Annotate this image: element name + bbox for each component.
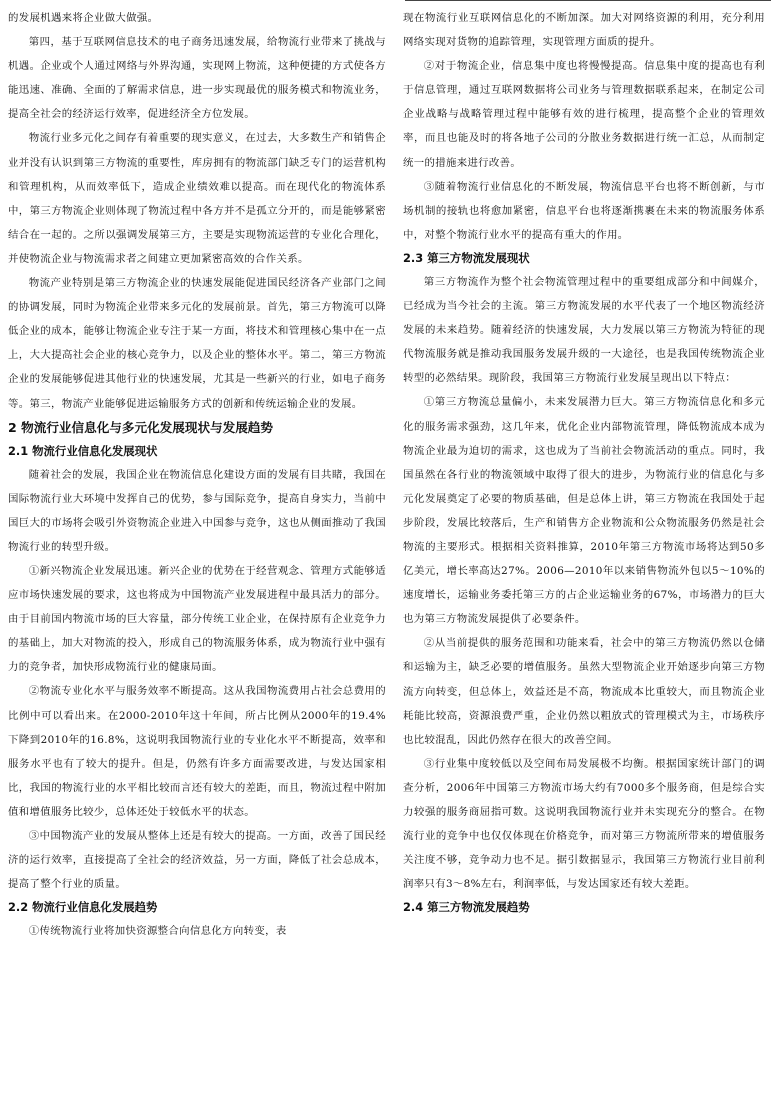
paragraph: 随着社会的发展，我国企业在物流信息化建设方面的发展有目共睹，我国在国际物流行业大环境中发挥自己的优势，参与国际竞争，提高自身实力，当前中国巨大的市场将会吸引外资物流企业进入中国参与竞争，这也从侧面推动了我国物流行业的转型升级。 <box>8 468 386 553</box>
paragraph: ①传统物流行业将加快资源整合向信息化方向转变，表 <box>28 925 287 938</box>
paragraph: ①新兴物流企业发展迅速。新兴企业的优势在于经营观念、管理方式能够适应市场快速发展的要求，这也将成为中国物流产业发展进程中最具活力的部分。由于目前国内物流市场的巨大容量，部分传统工业企业，在保持原有企业竞争力的基础上，加大对物流的投入，形成自己的物流服务体系，成为物流行业中强有力的竞争者，加快形成物流行业的健康局面。 <box>8 564 386 674</box>
paragraph: ③中国物流产业的发展从整体上还是有较大的提高。一方面，改善了国民经济的运行效率，直接提高了全社会的经济效益，另一方面，降低了社会总成本，提高了整个行业的质量。 <box>8 830 386 891</box>
paragraph: 第三方物流作为整个社会物流管理过程中的重要组成部分和中间媒介，已经成为当今社会的主流。第三方物流发展的水平代表了一个地区物流经济发展的未来趋势。随着经济的快速发展，大力发展以第三方物流为特征的现代物流服务就是推动我国服务发展升级的一大途径，也是我国传统物流企业转型的必然结果。现阶段，我国第三方物流行业发展呈现出以下特点： <box>403 275 765 385</box>
paragraph: 物流行业多元化之间存有着重要的现实意义，在过去，大多数生产和销售企业并没有认识到第三方物流的重要性，库房拥有的物流部门缺乏专门的运营机构和管理机构，从而效率低下，造成企业绩效难以提高。而在现代化的物流体系中，第三方物流企业则体现了物流过程中各方并不是孤立分开的，而是能够紧密结合在一起的。之所以强调发展第三方，主要是实现物流运营的专业化合理化，并使物流企业与物流需求者之间建立更加紧密高效的合作关系。 <box>8 132 386 265</box>
right-column <box>403 6 765 919</box>
paragraph: 第四，基于互联网信息技术的电子商务迅速发展，给物流行业带来了挑战与机遇。企业或个人通过网络与外界沟通，实现网上物流，这种便捷的方式使各方能迅速、准确、全面的了解需求信息，进一步实现最优的服务模式和物流业务，提高全社会的经济运行效率，促进经济全方位发展。 <box>8 36 386 121</box>
paragraph: ②从当前提供的服务范围和功能来看，社会中的第三方物流仍然以仓储和运输为主，缺乏必要的增值服务。虽然大型物流企业开始逐步向第三方物流方向转变，但总体上，效益还是不高，物流成本比重较大，而且物流企业耗能比较高，资源浪费严重，企业仍然以粗放式的管理模式为主，市场秩序也比较混乱，因此仍然存在很大的改善空间。 <box>403 637 765 746</box>
paragraph: ②物流专业化水平与服务效率不断提高。这从我国物流费用占社会总费用的比例中可以看出来。在2000-2010年这十年间，所占比例从2000年的19.4%下降到2010年的16.8%，这说明我国物流行业的专业化水平不断提高，效率和服务水平也有了较大的提升。但是，仍然有许多方面需要改进，与发达国家相比，我国的物流行业的水平相比较而言还有较大的差距，而且，物流过程中附加值和增值服务比较少，总体还处于较低水平的状态。 <box>8 685 386 818</box>
paragraph: ③行业集中度较低以及空间布局发展极不均衡。根据国家统计部门的调查分析，2006年中国第三方物流市场大约有7000多个服务商，但是综合实力较强的服务商屈指可数。这说明我国物流行业并未实现充分的整合。在物流行业的竞争中也仅仅体现在价格竞争，而对第三方物流所带来的增值服务关注度不够，竞争动力也不足。据引数据显示，我国第三方物流行业目前利润率只有3～8%左右，利润率低，与发达国家还有较大差距。 <box>403 757 765 891</box>
left-column <box>8 6 386 943</box>
paragraph: ①第三方物流总量偏小，未来发展潜力巨大。第三方物流信息化和多元化的服务需求强劲，这几年来，优化企业内部物流管理，降低物流成本成为物流企业最为迫切的需求，这也成为了当前社会物流活动的重点。同时，我国虽然在各行业的物流领域中取得了很大的进步，为物流行业的信息化与多元化发展奠定了必要的物质基础，但是总体上讲，第三方物流在我国处于起步阶段，发展比较落后，生产和销售方企业物流和公众物流服务仍然是社会物流的主要形式。根据相关资料推算，2010年第三方物流市场将达到50多亿美元，增长率高达27%。2006—2010年以来销售物流外包以5～10%的速度增长，运输业务委托第三方的占企业运输业务的67%，市场潜力的巨大也为第三方物流发展提供了必要条件。 <box>403 396 765 626</box>
subsection-heading: 2.4 第三方物流发展趋势 <box>403 900 530 915</box>
subsection-heading: 2.2 物流行业信息化发展趋势 <box>8 900 158 915</box>
paragraph: 物流产业特别是第三方物流企业的快速发展能促进国民经济各产业部门之间的协调发展，同时为物流企业带来多元化的发展前景。首先，第三方物流可以降低企业的成本，能够让物流企业专注于某一方面，将技术和管理核心集中在一点上，大大提高社会企业的核心竞争力，以及企业的整体水平。第二，第三方物流企业的发展能够促进其他行业的快速发展，尤其是一些新兴的行业，如电子商务等。第三，物流产业能够促进运输服务方式的创新和传统运输企业的发展。 <box>8 277 386 410</box>
paragraph: 的发展机遇来将企业做大做强。 <box>8 12 159 24</box>
subsection-heading: 2.1 物流行业信息化发展现状 <box>8 443 158 458</box>
paragraph: ③随着物流行业信息化的不断发展，物流信息平台也将不断创新，与市场机制的接轨也将愈加紧密，信息平台也将逐渐携裹在未来的物流服务体系中，对整个物流行业水平的提高有重大的作用。 <box>403 180 765 241</box>
subsection-heading: 2.3 第三方物流发展现状 <box>403 250 530 265</box>
paragraph: 现在物流行业互联网信息化的不断加深。加大对网络资源的利用，充分利用网络实现对货物的追踪管理，实现管理方面质的提升。 <box>403 12 765 49</box>
paragraph: ②对于物流企业，信息集中度也将慢慢提高。信息集中度的提高也有利于信息管理，通过互联网数据将公司业务与管理数据联系起来，在制定公司企业战略与战略管理过程中能够有效的进行梳理，提高整个企业的管理效率，而且也能及时的将各地子公司的分散业务数据进行统一汇总，从而制定统一的措施来进行改善。 <box>403 60 765 169</box>
header-rule <box>405 0 771 1</box>
section-heading: 2 物流行业信息化与多元化发展现状与发展趋势 <box>8 419 274 435</box>
